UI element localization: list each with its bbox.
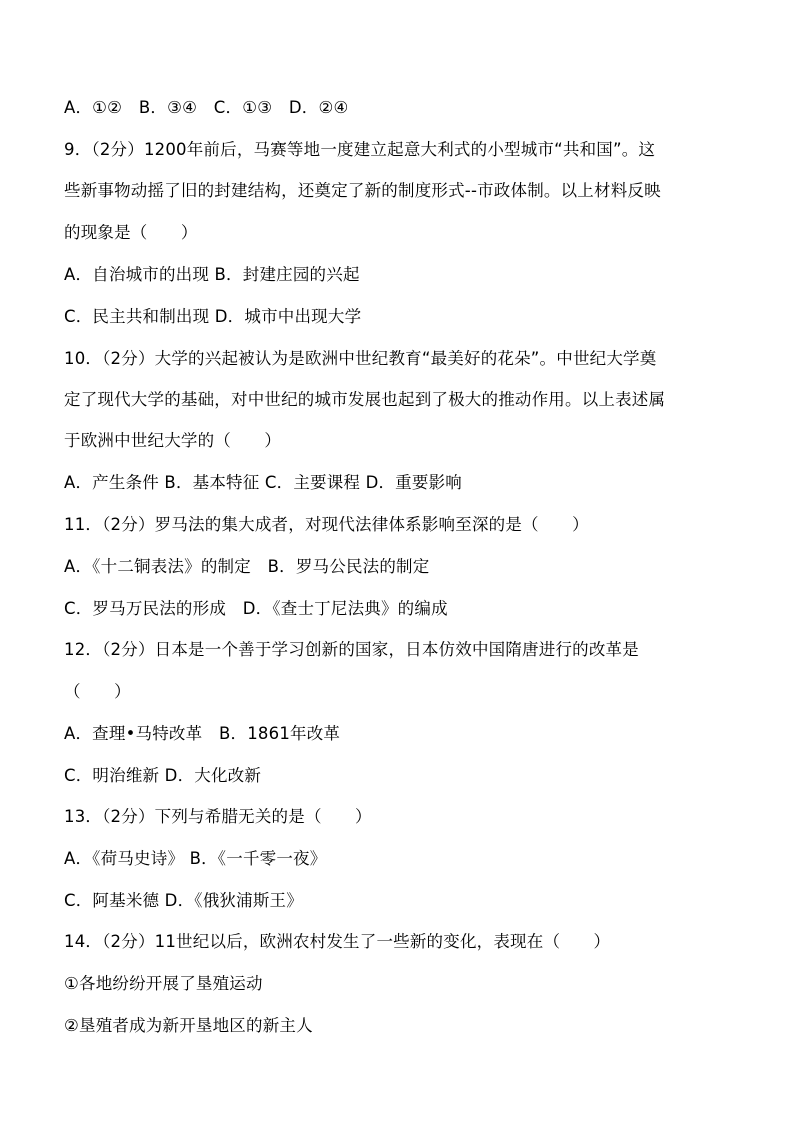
q9-stem-line-3: 的现象是（ ） (64, 223, 198, 242)
q11-stem: 11．（2分）罗马法的集大成者，对现代法律体系影响至深的是（ ） (64, 515, 589, 534)
q12-stem-line-1: 12．（2分）日本是一个善于学习创新的国家，日本仿效中国隋唐进行的改革是 (64, 640, 639, 659)
q13-stem: 13．（2分）下列与希腊无关的是（ ） (64, 807, 372, 826)
q9-options-ab: A．自治城市的出现 B．封建庄园的兴起 (64, 265, 360, 284)
q9-stem-line-2: 些新事物动摇了旧的封建结构，还奠定了新的制度形式--市政体制。以上材料反映 (64, 181, 661, 200)
q10-stem-line-3: 于欧洲中世纪大学的（ ） (64, 431, 282, 450)
q12-options-ab: A．查理•马特改革 B．1861年改革 (64, 724, 341, 743)
q14-stem: 14．（2分）11世纪以后，欧洲农村发生了一些新的变化，表现在（ ） (64, 932, 611, 951)
q8-options: A．①② B．③④ C．①③ D．②④ (64, 98, 349, 117)
q11-options-cd: C．罗马万民法的形成 D．《查士丁尼法典》的编成 (64, 599, 448, 618)
q14-item-2: ②垦殖者成为新开垦地区的新主人 (64, 1016, 313, 1035)
q10-stem-line-1: 10．（2分）大学的兴起被认为是欧洲中世纪教育“最美好的花朵”。中世纪大学奠 (64, 349, 657, 368)
q9-stem-line-1: 9．（2分）1200年前后，马赛等地一度建立起意大利式的小型城市“共和国”。这 (64, 140, 656, 159)
q14-item-1: ①各地纷纷开展了垦殖运动 (64, 974, 263, 993)
q10-options: A．产生条件 B．基本特征 C．主要课程 D．重要影响 (64, 473, 462, 492)
q10-stem-line-2: 定了现代大学的基础，对中世纪的城市发展也起到了极大的推动作用。以上表述属 (64, 390, 666, 409)
q12-stem-line-2: （ ） (64, 682, 131, 701)
q13-options-cd: C．阿基米德 D．《俄狄浦斯王》 (64, 891, 303, 910)
q11-options-ab: A．《十二铜表法》的制定 B．罗马公民法的制定 (64, 557, 430, 576)
q12-options-cd: C．明治维新 D．大化改新 (64, 766, 262, 785)
q13-options-ab: A．《荷马史诗》 B．《一千零一夜》 (64, 849, 327, 868)
q9-options-cd: C．民主共和制出现 D．城市中出现大学 (64, 307, 362, 326)
